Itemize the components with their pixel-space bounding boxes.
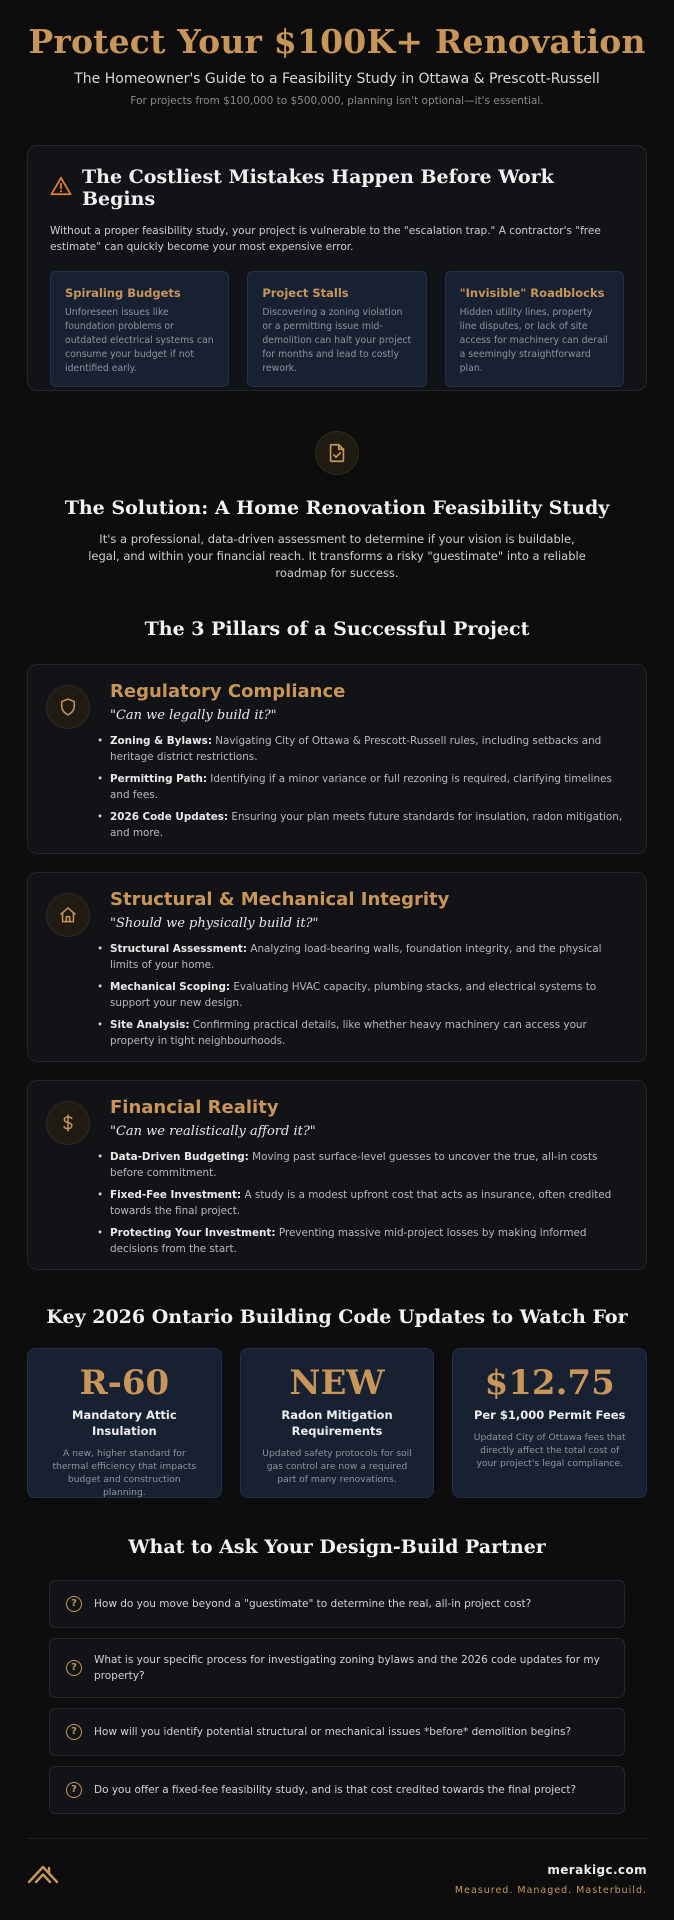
stat-card xyxy=(240,1348,435,1498)
stat-card xyxy=(452,1348,647,1498)
house-icon xyxy=(46,893,90,937)
point-text: A study is a modest upfront cost that acts as insurance, often credited towards the final project. xyxy=(110,1189,612,1217)
point-text: Moving past surface-level guesses to uncover the true, all-in costs before commitment. xyxy=(110,1151,598,1179)
code-updates-stats xyxy=(27,1348,647,1498)
question-text: How will you identify potential structural or mechanical issues *before* demolition begins? xyxy=(94,1726,572,1738)
point-heading: Data-Driven Budgeting: xyxy=(110,1151,249,1163)
point-heading: Protecting Your Investment: xyxy=(110,1227,276,1239)
pillar-question: "Can we legally build it?" xyxy=(110,708,277,723)
question-circle-icon: ? xyxy=(66,1782,82,1798)
stat-desc: A new, higher standard for thermal efficiency that impacts budget and construction planning. xyxy=(52,1448,197,1498)
stat-value: R-60 xyxy=(79,1363,170,1403)
pillar-point xyxy=(92,941,624,973)
pillar-card-regulatory xyxy=(27,664,647,854)
dollar-icon xyxy=(46,1101,90,1145)
mistake-title: Spiraling Budgets xyxy=(65,286,181,300)
point-heading: Fixed-Fee Investment: xyxy=(110,1189,242,1201)
point-heading: Site Analysis: xyxy=(110,1019,190,1031)
pillar-question: "Should we physically build it?" xyxy=(110,916,319,931)
footer-brand xyxy=(455,1863,647,1896)
pillar-points xyxy=(92,733,624,841)
question-text: How do you move beyond a "guestimate" to determine the real, all-in project cost? xyxy=(94,1598,532,1610)
page-subtitle: The Homeowner's Guide to a Feasibility Study in Ottawa & Prescott-Russell xyxy=(74,71,600,87)
question-circle-icon: ? xyxy=(66,1660,82,1676)
mistake-card xyxy=(445,271,624,387)
point-text: Navigating City of Ottawa & Prescott-Russell rules, including setbacks and heritage district restrictions. xyxy=(110,735,602,763)
pillar-point xyxy=(92,733,624,765)
pillar-points xyxy=(92,941,624,1049)
pillar-question: "Can we realistically afford it?" xyxy=(110,1124,316,1139)
pillar-card-structural xyxy=(27,872,647,1062)
pillar-points xyxy=(92,1149,624,1257)
clipboard-check-icon xyxy=(315,431,359,475)
mistakes-list xyxy=(50,271,624,387)
pillars-title: The 3 Pillars of a Successful Project xyxy=(144,618,530,640)
pillar-point xyxy=(92,1149,624,1181)
stat-desc: Updated City of Ottawa fees that directly affect the total cost of your project's legal compliance. xyxy=(473,1432,626,1469)
stat-value: $12.75 xyxy=(484,1363,615,1403)
warning-triangle-icon xyxy=(50,176,72,200)
question-list xyxy=(49,1580,625,1814)
page-tagline: For projects from $100,000 to $500,000, planning isn't optional—it's essential. xyxy=(130,95,544,107)
point-heading: 2026 Code Updates: xyxy=(110,811,229,823)
stat-desc: Updated safety protocols for soil gas control are now a required part of many renovations. xyxy=(262,1448,412,1485)
house-roof-logo xyxy=(27,1863,59,1889)
stat-label: Mandatory Attic Insulation xyxy=(72,1408,177,1438)
mistake-text: Unforeseen issues like foundation problems or outdated electrical systems can consume your budget if not identified early. xyxy=(65,307,214,374)
point-text: Confirming practical details, like whether heavy machinery can access your property in tight neighbourhoods. xyxy=(110,1019,587,1047)
pillar-point xyxy=(92,1187,624,1219)
mistake-text: Discovering a zoning violation or a permitting issue mid-demolition can halt your project for months and lead to costly rework. xyxy=(262,307,412,374)
page-title: Protect Your $100K+ Renovation xyxy=(28,22,646,61)
mistake-card xyxy=(247,271,426,387)
ask-title: What to Ask Your Design-Build Partner xyxy=(128,1536,546,1558)
point-text: Analyzing load-bearing walls, foundation integrity, and the physical limits of your home. xyxy=(110,943,602,971)
point-text: Ensuring your plan meets future standards for insulation, radon mitigation, and more. xyxy=(110,811,623,839)
footer-site-link[interactable]: merakigc.com xyxy=(547,1863,647,1877)
pillar-card-financial xyxy=(27,1080,647,1270)
code-updates-title: Key 2026 Ontario Building Code Updates to Watch For xyxy=(46,1306,628,1328)
question-text: What is your specific process for investigating zoning bylaws and the 2026 code updates for my property? xyxy=(94,1654,600,1682)
question-item[interactable] xyxy=(49,1638,625,1698)
footer xyxy=(27,1838,647,1896)
pillar-point xyxy=(92,1225,624,1257)
shield-icon xyxy=(46,685,90,729)
question-item[interactable] xyxy=(49,1766,625,1814)
solution-section xyxy=(27,431,647,582)
point-text: Identifying if a minor variance or full rezoning is required, clarifying timelines and fees. xyxy=(110,773,612,801)
pillar-title: Regulatory Compliance xyxy=(110,681,346,702)
question-circle-icon: ? xyxy=(66,1724,82,1740)
mistake-title: Project Stalls xyxy=(262,286,349,300)
pillar-point xyxy=(92,1017,624,1049)
pillar-point xyxy=(92,979,624,1011)
mistake-card xyxy=(50,271,229,387)
question-item[interactable] xyxy=(49,1580,625,1628)
question-circle-icon: ? xyxy=(66,1596,82,1612)
hero xyxy=(27,0,647,107)
question-text: Do you offer a fixed-fee feasibility study, and is that cost credited towards the final project? xyxy=(94,1784,577,1796)
footer-slogan: Measured. Managed. Masterbuild. xyxy=(454,1885,647,1896)
stat-card xyxy=(27,1348,222,1498)
point-heading: Structural Assessment: xyxy=(110,943,248,955)
stat-label: Per $1,000 Permit Fees xyxy=(473,1408,626,1422)
point-text: Evaluating HVAC capacity, plumbing stacks, and electrical systems to support your new design. xyxy=(110,981,597,1009)
point-text: Preventing massive mid-project losses by making informed decisions from the start. xyxy=(110,1227,587,1255)
mistake-text: Hidden utility lines, property line disputes, or lack of site access for machinery can derail a seemingly straightforward plan. xyxy=(459,307,608,374)
mistake-title: "Invisible" Roadblocks xyxy=(459,286,605,300)
point-heading: Permitting Path: xyxy=(110,773,207,785)
stat-value: NEW xyxy=(289,1363,385,1403)
solution-text: It's a professional, data-driven assessment to determine if your vision is buildable, legal, and within your financial reach. It transforms a risky "guestimate" into a reliable roadmap for success. xyxy=(88,532,586,580)
pillar-point xyxy=(92,771,624,803)
mistakes-card xyxy=(27,145,647,391)
pillar-title: Financial Reality xyxy=(110,1097,279,1118)
mistakes-title: The Costliest Mistakes Happen Before Work Begins xyxy=(82,166,554,210)
solution-title: The Solution: A Home Renovation Feasibility Study xyxy=(64,497,610,519)
point-heading: Mechanical Scoping: xyxy=(110,981,231,993)
stat-label: Radon Mitigation Requirements xyxy=(281,1408,393,1438)
pillar-title: Structural & Mechanical Integrity xyxy=(110,889,450,910)
point-heading: Zoning & Bylaws: xyxy=(110,735,212,747)
mistakes-lead: Without a proper feasibility study, your project is vulnerable to the "escalation trap." A contractor's "free estimate" can quickly become your most expensive error. xyxy=(50,225,601,253)
pillar-point xyxy=(92,809,624,841)
mistakes-header xyxy=(50,166,624,210)
question-item[interactable] xyxy=(49,1708,625,1756)
